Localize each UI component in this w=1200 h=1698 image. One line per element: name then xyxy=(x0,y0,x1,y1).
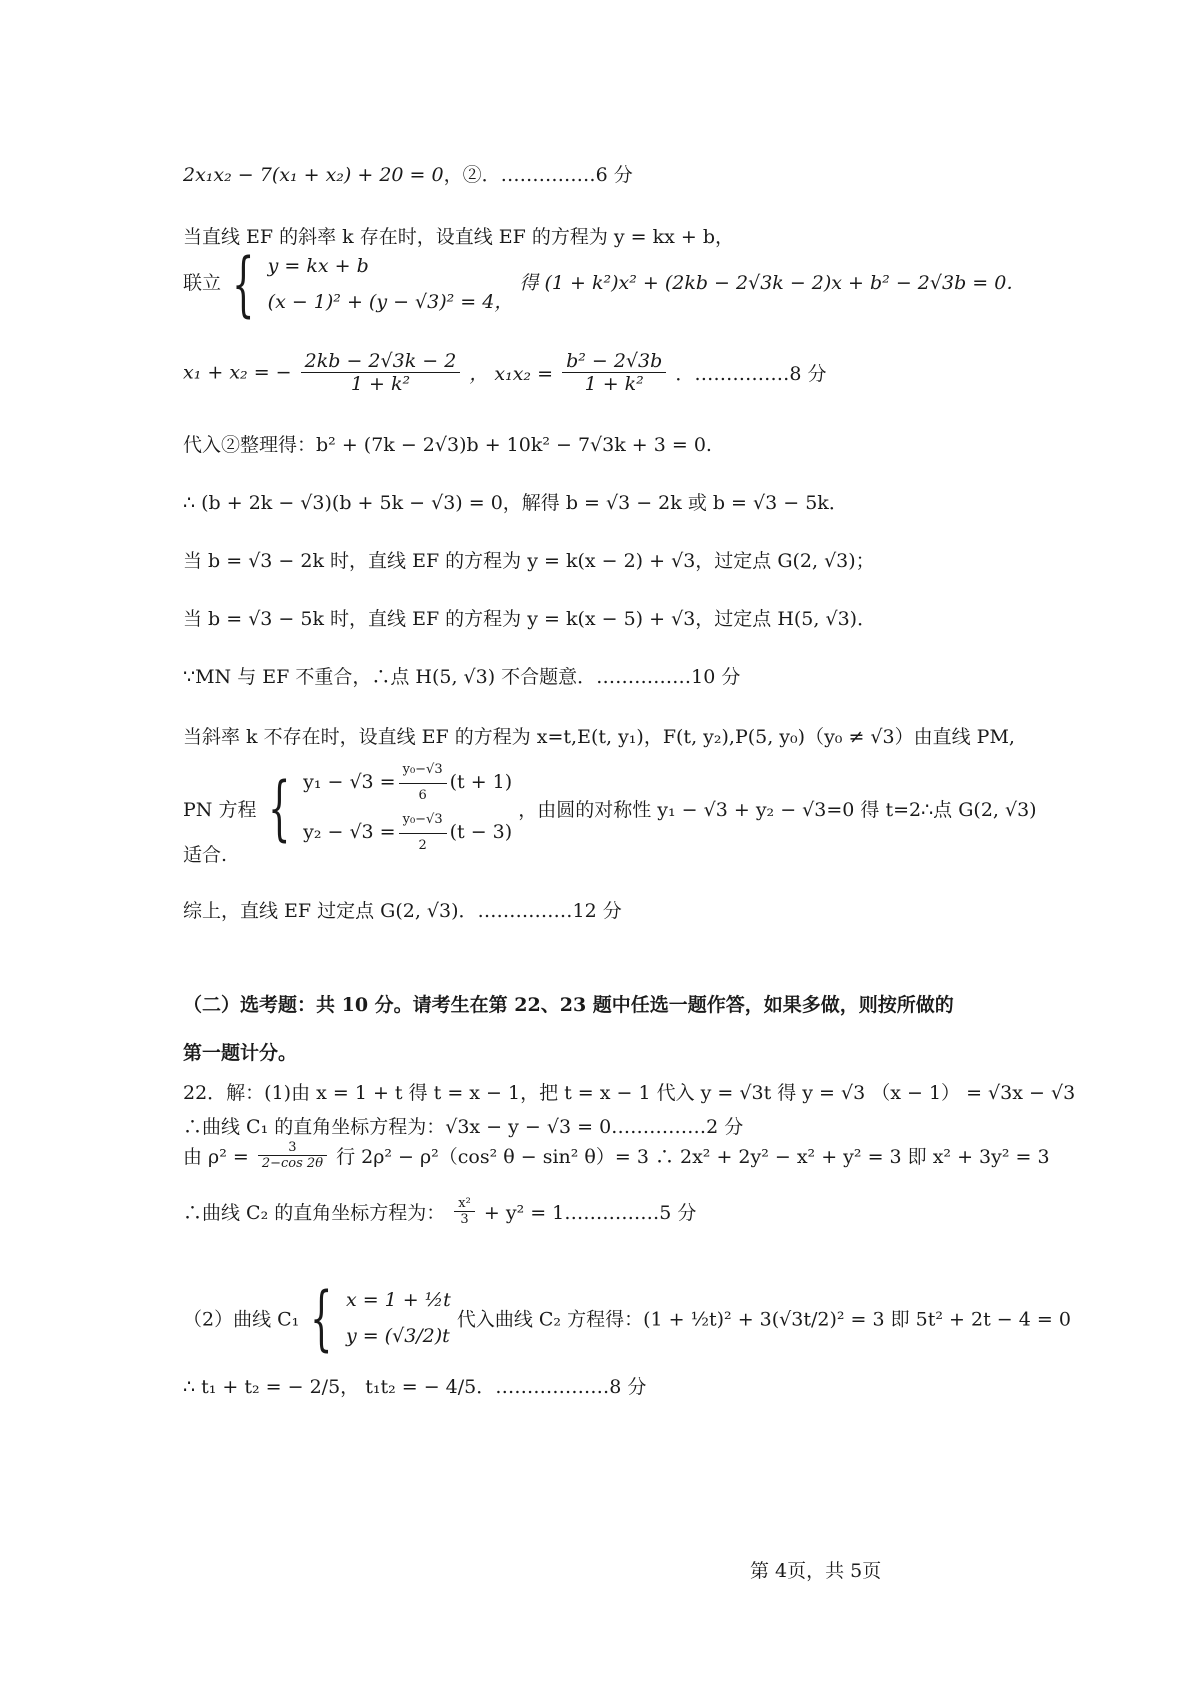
pn-system-line: PN 方程 { y₁ − √3 = $\frac{\text{y₀−√3}}{6}$ (t + 1) y₂ − √3 = $\frac{\text{y₀−√3}}{2}$ (t − 3) ，由圆的对称性 y₁ − √3 + y₂ − √3=0 得 t=2∴点 G(2, √3) xyxy=(183,758,1037,859)
equation-system: y = kx + b (x − 1)² + (y − √3)² = 4， xyxy=(267,255,514,314)
case-1-line: 当 b = √3 − 2k 时，直线 EF 的方程为 y = k(x − 2) + √3，过定点 G(2, √3)； xyxy=(183,550,875,572)
equation-system: y₁ − √3 = $\frac{\text{y₀−√3}}{6}$ (t + 1) y₂ − √3 = $\frac{\text{y₀−√3}}{2}$ (t − 3) xyxy=(303,758,512,859)
case-2-line: 当 b = √3 − 5k 时，直线 EF 的方程为 y = k(x − 5) + √3，过定点 H(5, √3)． xyxy=(183,608,877,630)
page-footer: 第 4页，共 5页 xyxy=(750,1560,882,1582)
q22-line-4: ∴曲线 C₂ 的直角坐标方程为： $\frac{\text{x²}}{3}$ + y² = 1……………5 分 xyxy=(183,1196,697,1227)
no-slope-line: 当斜率 k 不存在时，设直线 EF 的方程为 x=t,E(t, y₁)，F(t, y₂),P(5, y₀)（y₀ ≠ √3）由直线 PM, xyxy=(183,726,1015,748)
q22-line-3: 由 ρ² = $\frac{3}{2-\cos 2\theta}$ 行 2ρ² − ρ²（cos² θ − sin² θ）= 3 ∴ 2x² + 2y² − x² + y² = 3 即 x² + 3y² = 3 xyxy=(183,1140,1050,1171)
rho-fraction: $\frac{3}{2-\cos 2\theta}$ xyxy=(258,1140,327,1171)
q22-vieta: ∴ t₁ + t₂ = − 2/5， t₁t₂ = − 4/5．………………8 分 xyxy=(183,1376,647,1398)
q22-part-2: （2）曲线 C₁ { x = 1 + ½t y = (√3/2)t 代入曲线 C₂ 方程得：(1 + ½t)² + 3(√3t/2)² = 3 即 5t² + 2t − 4 = 0 xyxy=(183,1277,1071,1360)
conclusion-line: 综上，直线 EF 过定点 G(2, √3)．……………12 分 xyxy=(183,900,622,922)
q22-line-1: 22．解：(1)由 x = 1 + t 得 t = x − 1，把 t = x − 1 代入 y = √3t 得 y = √3 （x − 1） = √3x − √3 xyxy=(183,1082,1076,1104)
slope-exists-line: 当直线 EF 的斜率 k 存在时，设直线 EF 的方程为 y = kx + b， xyxy=(183,226,735,248)
q22-line-2: ∴曲线 C₁ 的直角坐标方程为：√3x − y − √3 = 0……………2 分 xyxy=(183,1116,744,1138)
fit-line: 适合. xyxy=(183,844,228,866)
section-heading: （二）选考题：共 10 分。请考生在第 22、23 题中任选一题作答，如果多做，则按所做的 xyxy=(183,994,954,1016)
product-fraction: $\frac{\text{b² − 2√3b}}{\text{1 + k²}}$ xyxy=(562,350,666,395)
factor-line: ∴ (b + 2k − √3)(b + 5k − √3) = 0，解得 b = √3 − 2k 或 b = √3 − 5k． xyxy=(183,492,848,514)
left-brace: { xyxy=(232,243,255,326)
left-brace: { xyxy=(310,1277,333,1360)
ellipse-fraction: $\frac{\text{x²}}{3}$ xyxy=(454,1196,475,1227)
left-brace: { xyxy=(267,767,290,850)
substitution-line: 代入②整理得：b² + (7k − 2√3)b + 10k² − 7√3k + 3 = 0. xyxy=(183,434,712,456)
vieta-line: x₁ + x₂ = − $\frac{2kb - 2√3k - 2}{\text{1 + k²}}$ ， x₁x₂ = $\frac{\text{b² − 2√3b}}{\text{1 + k²}}$ ．……………8 分 xyxy=(183,350,827,395)
combine-system-line: 联立 { y = kx + b (x − 1)² + (y − √3)² = 4， 得 (1 + k²)x² + (2kb − 2√3k − 2)x + b² − 2√3b = 0． xyxy=(183,243,1026,326)
sum-fraction: $\frac{2kb - 2√3k - 2}{\text{1 + k²}}$ xyxy=(301,350,461,395)
section-heading-cont: 第一题计分。 xyxy=(183,1042,298,1064)
equation-2-line: 2x₁x₂ − 7(x₁ + x₂) + 20 = 0，②．……………6 分 xyxy=(183,164,633,186)
reject-line: ∵MN 与 EF 不重合，∴点 H(5, √3) 不合题意．……………10 分 xyxy=(183,666,741,688)
parametric-system: x = 1 + ½t y = (√3/2)t xyxy=(345,1289,451,1348)
